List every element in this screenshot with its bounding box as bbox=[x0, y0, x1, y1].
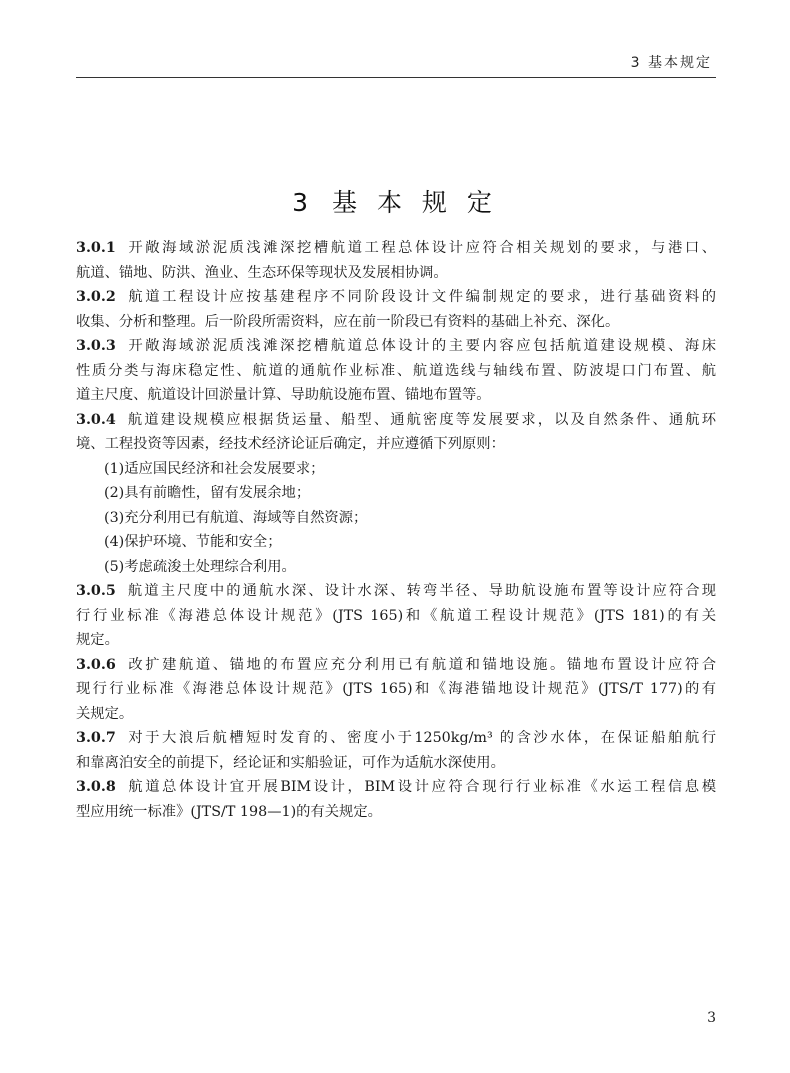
clause-number: 3.0.4 bbox=[76, 411, 116, 428]
clause-line: 规定。 bbox=[76, 632, 119, 648]
chapter-title-text: 基 本 规 定 bbox=[332, 188, 498, 217]
clause-line: 关规定。 bbox=[76, 705, 134, 722]
clause-line bbox=[76, 236, 716, 261]
clause-line: 行行业标准《海港总体设计规范》(JTS 165)和《航道工程设计规范》(JTS 181)的有关 bbox=[76, 607, 716, 624]
clause-line bbox=[76, 775, 716, 800]
clause-text: 开敞海域淤泥质浅滩深挖槽航道总体设计的主要内容应包括航道建设规模、海床 bbox=[125, 338, 716, 354]
clause-line bbox=[76, 408, 716, 433]
chapter-number: 3 bbox=[292, 188, 315, 217]
clause-line: 和靠离泊安全的前提下，经论证和实船验证，可作为适航水深使用。 bbox=[76, 754, 505, 771]
clause-line bbox=[76, 653, 716, 678]
clause-line: 性质分类与海床稳定性、航道的通航作业标准、航道选线与轴线布置、防波堤口门布置、航 bbox=[76, 362, 716, 379]
clause-number: 3.0.7 bbox=[76, 730, 116, 746]
page-number: 3 bbox=[707, 1010, 716, 1026]
clause-line: 境、工程投资等因素，经技术经济论证后确定，并应遵循下列原则： bbox=[76, 436, 505, 452]
clause-text: 航道工程设计应按基建程序不同阶段设计文件编制规定的要求，进行基础资料的 bbox=[125, 289, 716, 305]
clause-line: 收集、分析和整理。后一阶段所需资料，应在前一阶段已有资料的基础上补充、深化。 bbox=[76, 313, 620, 330]
clause-number: 3.0.3 bbox=[76, 338, 116, 354]
clause-line bbox=[76, 726, 716, 751]
list-item: (5)考虑疏浚土处理综合利用。 bbox=[104, 558, 296, 575]
clause-text: 改扩建航道、锚地的布置应充分利用已有航道和锚地设施。锚地布置设计应符合 bbox=[125, 656, 716, 673]
clause-line bbox=[76, 285, 716, 310]
clause-text: 开敞海域淤泥质浅滩深挖槽航道工程总体设计应符合相关规划的要求，与港口、 bbox=[125, 240, 716, 256]
clause-number: 3.0.1 bbox=[76, 240, 116, 256]
clause-text: 对于大浪后航槽短时发育的、密度小于1250kg/m³ 的含沙水体，在保证船舶航行 bbox=[125, 730, 716, 746]
clause-text: 航道建设规模应根据货运量、船型、通航密度等发展要求，以及自然条件、通航环 bbox=[125, 411, 716, 428]
clause-number: 3.0.5 bbox=[76, 583, 116, 599]
clause-number: 3.0.2 bbox=[76, 289, 116, 305]
clause-line: 型应用统一标准》(JTS/T 198—1)的有关规定。 bbox=[76, 803, 382, 820]
list-item: (3)充分利用已有航道、海域等自然资源； bbox=[104, 509, 368, 526]
clause-line: 道主尺度、航道设计回淤量计算、导助航设施布置、锚地布置等。 bbox=[76, 387, 491, 403]
clause-number: 3.0.8 bbox=[76, 779, 116, 795]
clause-line: 航道、锚地、防洪、渔业、生态环保等现状及发展相协调。 bbox=[76, 264, 448, 281]
clause-line bbox=[76, 579, 716, 604]
list-item: (1)适应国民经济和社会发展要求； bbox=[104, 460, 325, 477]
clause-line: 现行行业标准《海港总体设计规范》(JTS 165)和《海港锚地设计规范》(JTS/T 177)的有 bbox=[76, 681, 716, 697]
clause-line bbox=[76, 334, 716, 359]
clause-list bbox=[76, 236, 716, 824]
header-rule bbox=[76, 77, 716, 78]
chapter-title bbox=[0, 183, 790, 219]
list-item: (2)具有前瞻性，留有发展余地； bbox=[104, 485, 311, 501]
list-item: (4)保护环境、节能和安全； bbox=[104, 534, 282, 550]
clause-text: 航道总体设计宜开展BIM设计，BIM设计应符合现行行业标准《水运工程信息模 bbox=[125, 779, 716, 795]
clause-text: 航道主尺度中的通航水深、设计水深、转弯半径、导助航设施布置等设计应符合现 bbox=[125, 583, 716, 599]
clause-number: 3.0.6 bbox=[76, 656, 116, 673]
running-header: 3 基本规定 bbox=[630, 55, 712, 71]
